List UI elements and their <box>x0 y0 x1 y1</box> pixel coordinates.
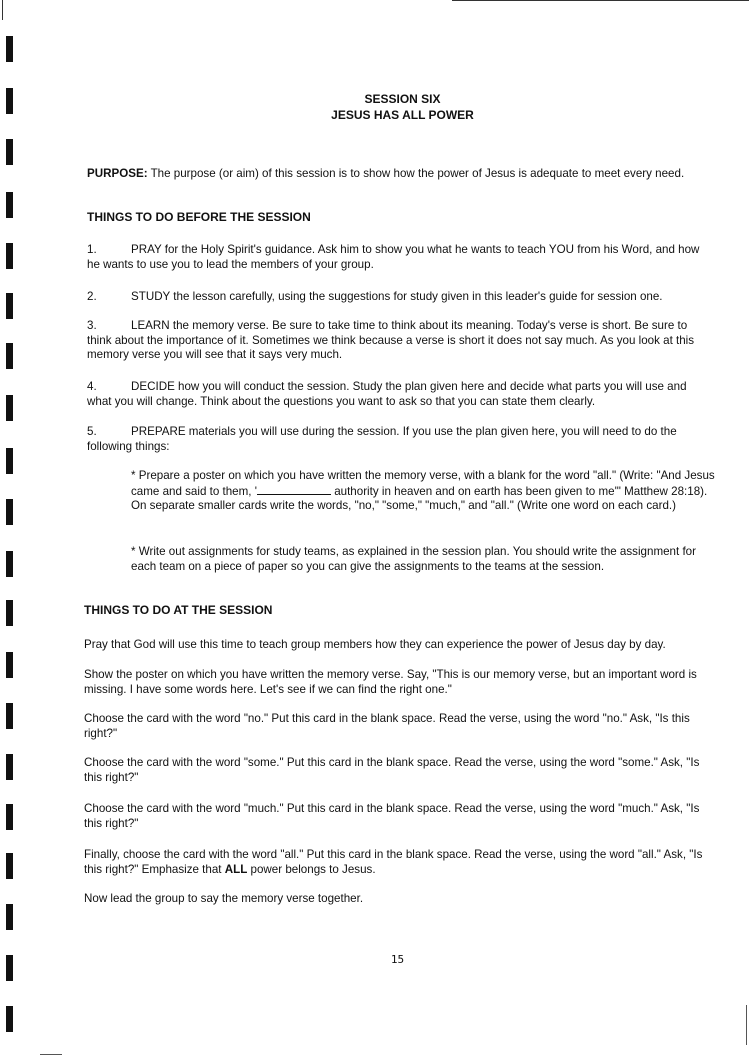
binding-mark <box>6 703 13 729</box>
item-text: PREPARE materials you will use during the session. If you use the plan given here, you will need to do the following things: <box>87 425 677 453</box>
item-number: 4. <box>87 380 97 393</box>
card-no-paragraph: Choose the card with the word "no." Put this card in the blank space. Read the verse, using the word "no." Ask, "Is this right?" <box>84 712 690 740</box>
poster-instructions <box>131 469 716 514</box>
verse-blank <box>257 484 331 495</box>
item-number: 3. <box>87 319 97 332</box>
item-text: LEARN the memory verse. Be sure to take time to think about its meaning. Today's verse is short. Be sure to think about the importance of it. Sometimes we think because a verse is short it does not say much. As you look at this memory verse you will see that it says very much. <box>87 319 695 361</box>
before-item <box>87 319 712 363</box>
before-item <box>87 425 712 454</box>
at-session-heading: THINGS TO DO AT THE SESSION <box>84 603 273 617</box>
scan-edge-right <box>746 1005 747 1045</box>
binding-mark <box>6 754 13 780</box>
card-some-paragraph: Choose the card with the word "some." Put this card in the blank space. Read the verse, using the word "some." Ask, "Is this right?" <box>84 756 700 784</box>
binding-mark <box>6 551 13 577</box>
item-number: 1. <box>87 243 97 256</box>
binding-mark <box>6 600 13 626</box>
binding-mark <box>6 139 13 165</box>
card-much-paragraph: Choose the card with the word "much." Put this card in the blank space. Read the verse, using the word "much." Ask, "Is this right?" <box>84 802 700 830</box>
binding-mark <box>6 448 13 474</box>
binding-mark <box>6 904 13 930</box>
scan-edge-bottom <box>40 1054 62 1055</box>
session-theme-title: JESUS HAS ALL POWER <box>331 108 474 122</box>
item-text: DECIDE how you will conduct the session. Study the plan given here and decide what parts you will use and what you will change. Think about the questions you want to ask so that you can state them clearly. <box>87 380 687 408</box>
binding-mark <box>6 88 13 114</box>
binding-mark <box>6 1006 13 1032</box>
item-text: PRAY for the Holy Spirit's guidance. Ask him to show you what he wants to teach YOU from his Word, and how he wants to use you to lead the members of your group. <box>87 243 700 271</box>
item-number: 2. <box>87 290 97 303</box>
assignment-instructions: * Write out assignments for study teams, as explained in the session plan. You should write the assignment for each team on a piece of paper so you can give the assignments to the teams at the session. <box>131 545 696 573</box>
binding-mark <box>6 293 13 319</box>
binding-mark <box>6 243 13 269</box>
scan-edge-top <box>452 0 749 1</box>
item-text: STUDY the lesson carefully, using the suggestions for study given in this leader's guide for session one. <box>131 290 663 303</box>
session-number-title: SESSION SIX <box>364 92 441 106</box>
binding-mark <box>6 652 13 678</box>
poster-paragraph: Show the poster on which you have written the memory verse. Say, "This is our memory verse, but an important word is missing. I have some words here. Let's see if we can find the right one." <box>84 668 697 696</box>
item-number: 5. <box>87 425 97 438</box>
binding-mark <box>6 804 13 830</box>
before-item <box>87 290 712 305</box>
before-item <box>87 243 712 272</box>
card-all-text: Finally, choose the card with the word "all." Put this card in the blank space. Read the verse, using the word "all." Ask, "Is this right?" Emphasize that <box>84 848 703 876</box>
binding-mark <box>6 499 13 525</box>
scan-edge-left <box>2 0 3 20</box>
binding-mark <box>6 853 13 879</box>
purpose-label: PURPOSE: <box>87 167 148 180</box>
card-all-text-end: power belongs to Jesus. <box>250 862 376 876</box>
poster-text-end: authority in heaven and on earth has been given to me'" Matthew 28:18). On separate smaller cards write the words, "no," "some," "much," and "all." (Write one word on each card.) <box>131 484 708 512</box>
card-all-paragraph <box>84 848 714 877</box>
before-item <box>87 380 712 409</box>
binding-mark <box>6 955 13 981</box>
purpose-paragraph <box>87 167 712 182</box>
binding-mark <box>6 343 13 369</box>
emphasis-all: ALL <box>224 862 248 876</box>
poster-text-start: * Prepare a poster on which you have written the memory verse, with a blank for the word "all." (Write: "And Jesus came and said to them, ' <box>131 469 715 498</box>
binding-mark <box>6 36 13 62</box>
page-number: 15 <box>390 953 405 966</box>
binding-mark <box>6 395 13 421</box>
prayer-paragraph: Pray that God will use this time to teach group members how they can experience the power of Jesus day by day. <box>84 638 666 651</box>
before-session-heading: THINGS TO DO BEFORE THE SESSION <box>87 210 311 224</box>
closing-paragraph: Now lead the group to say the memory verse together. <box>84 892 364 905</box>
binding-mark <box>6 192 13 218</box>
purpose-text: The purpose (or aim) of this session is to show how the power of Jesus is adequate to meet every need. <box>150 167 685 180</box>
